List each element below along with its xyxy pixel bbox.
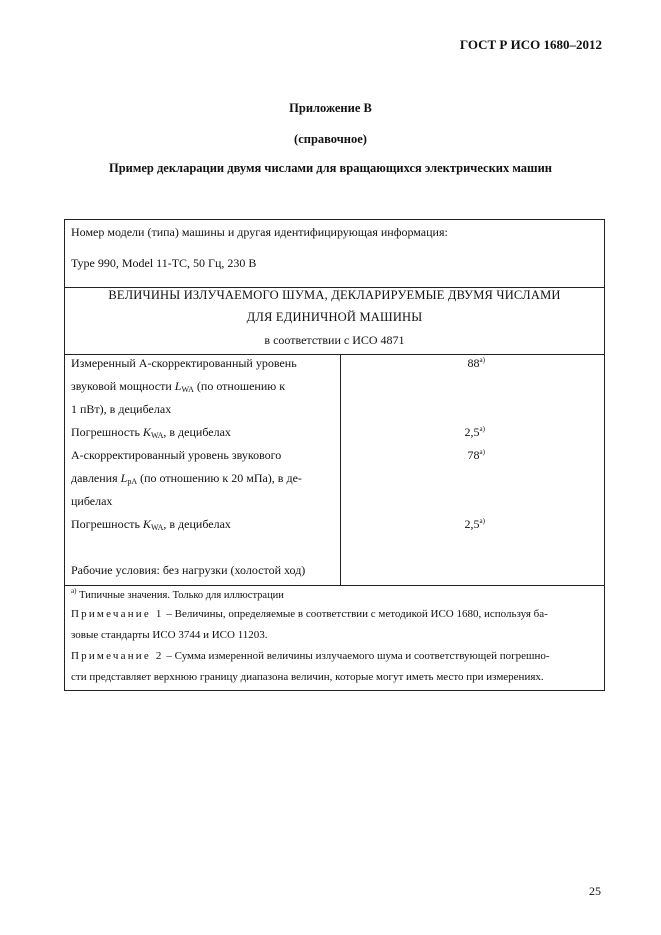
note-2-line-1: Примечание 2 – Сумма измеренной величины излучаемого шума и соответствующей погрешно- xyxy=(71,650,550,662)
lwa-value: 88$^{a)}$ xyxy=(467,356,485,370)
note-1-line-1: Примечание 1 – Величины, определяемые в соответствии с методикой ИСО 1680, используя ба- xyxy=(71,608,548,620)
operating-conditions: Рабочие условия: без нагрузки (холостой ход) xyxy=(71,563,306,577)
model-section xyxy=(65,220,604,288)
appendix-kind: (справочное) xyxy=(294,132,367,146)
footnote: $^{a)}$ Типичные значения. Только для иллюстрации xyxy=(71,587,284,601)
note-1-label: Примечание 1 xyxy=(71,608,164,620)
standard-header: ГОСТ Р ИСО 1680–2012 xyxy=(459,37,602,52)
model-label: Номер модели (типа) машины и другая идентифицирующая информация: xyxy=(71,225,448,239)
caption-line-1: ВЕЛИЧИНЫ ИЗЛУЧАЕМОГО ШУМА, ДЕКЛАРИРУЕМЫЕ ДВУМЯ ЧИСЛАМИ xyxy=(108,288,561,302)
lpa-label-line-3: цибелах xyxy=(71,494,113,508)
model-value: Type 990, Model 11-TC, 50 Гц, 230 В xyxy=(71,256,257,270)
kwa-1-value: 2,5$^{a)}$ xyxy=(464,425,485,439)
appendix-title: Приложение В xyxy=(289,101,372,115)
page-number: 25 xyxy=(589,884,601,898)
caption-line-3: в соответствии с ИСО 4871 xyxy=(264,333,405,347)
note-1-line-2: зовые стандарты ИСО 3744 и ИСО 11203. xyxy=(71,629,268,641)
lpa-value: 78$^{a)}$ xyxy=(467,448,485,462)
appendix-heading: Пример декларации двумя числами для вращающихся электрических машин xyxy=(108,161,553,175)
caption-line-2: ДЛЯ ЕДИНИЧНОЙ МАШИНЫ xyxy=(246,310,423,324)
lwa-label-line-1: Измеренный А-скорректированный уровень xyxy=(71,356,297,370)
caption-section xyxy=(65,287,604,355)
lwa-label-line-2: звуковой мощности $L_{WA}$ (по отношению к xyxy=(71,379,286,394)
column-divider xyxy=(340,354,341,585)
kwa-2-value: 2,5$^{a)}$ xyxy=(464,517,485,531)
kwa-1-label: Погрешность $K_{WA}$, в децибелах xyxy=(71,425,231,440)
lpa-label-line-1: А-скорректированный уровень звукового xyxy=(71,448,282,462)
lwa-label-line-3: 1 пВт), в децибелах xyxy=(71,402,172,416)
note-2-label: Примечание 2 xyxy=(71,650,164,662)
declaration-table xyxy=(64,219,605,691)
kwa-2-label: Погрешность $K_{WA}$, в децибелах xyxy=(71,517,231,532)
values-section xyxy=(65,354,604,586)
lpa-label-line-2: давления $L_{pA}$ (по отношению к 20 мПа), в де- xyxy=(71,471,302,486)
note-2-line-2: сти представляет верхнюю границу диапазона величин, которые могут иметь место при измерениях. xyxy=(71,671,544,683)
